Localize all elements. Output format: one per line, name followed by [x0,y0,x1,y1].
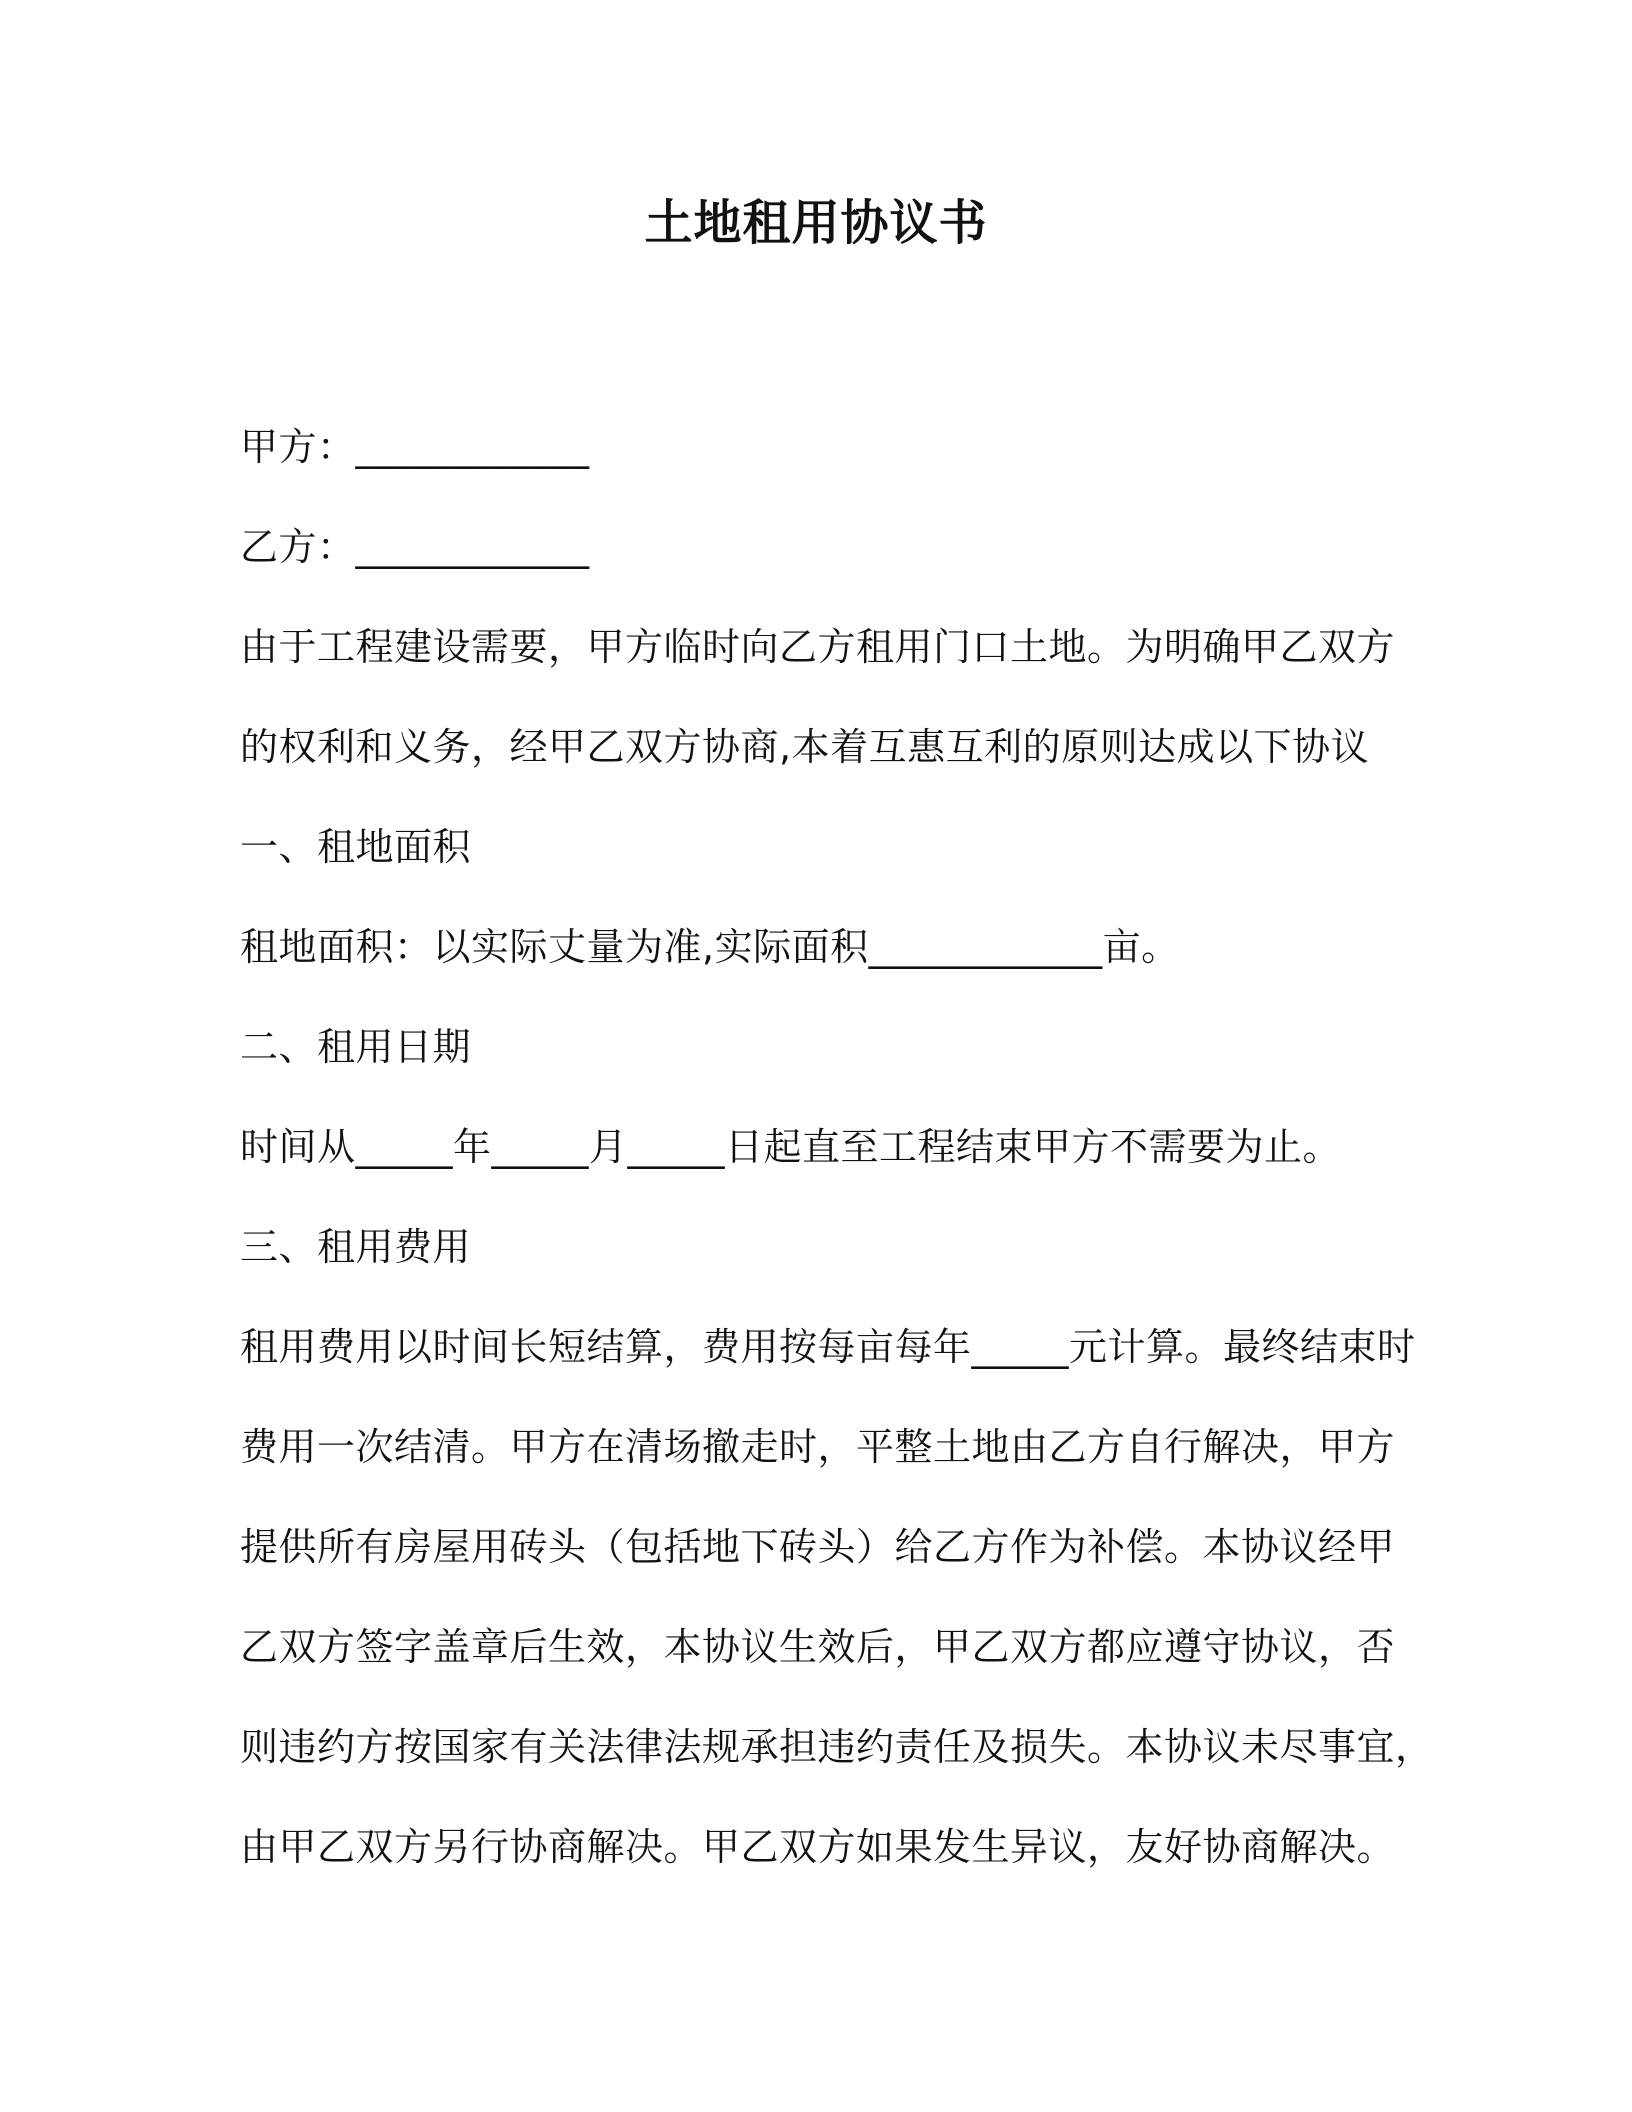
section-heading-area: 一、租地面积 [240,825,472,869]
party-b-line: 乙方：____________ [240,525,590,569]
party-a-line: 甲方：____________ [240,425,590,469]
section-heading-fee: 三、租用费用 [240,1225,472,1269]
fee-line-4: 乙双方签字盖章后生效，本协议生效后，甲乙双方都应遵守协议，否 [240,1625,1396,1669]
fee-line-6: 由甲乙双方另行协商解决。甲乙双方如果发生异议，友好协商解决。 [240,1825,1396,1869]
area-line: 租地面积：以实际丈量为准,实际面积____________亩。 [240,925,1180,969]
fee-line-3: 提供所有房屋用砖头（包括地下砖头）给乙方作为补偿。本协议经甲 [240,1525,1396,1569]
document-title: 土地租用协议书 [644,195,988,251]
fee-line-2: 费用一次结清。甲方在清场撤走时，平整土地由乙方自行解决，甲方 [240,1425,1396,1469]
section-heading-date: 二、租用日期 [240,1025,472,1069]
intro-line-1: 由于工程建设需要，甲方临时向乙方租用门口土地。为明确甲乙双方 [240,625,1396,669]
fee-line-1: 租用费用以时间长短结算，费用按每亩每年_____元计算。最终结束时 [240,1325,1416,1369]
intro-line-2: 的权利和义务，经甲乙双方协商,本着互惠互利的原则达成以下协议 [240,725,1370,769]
date-line: 时间从_____年_____月_____日起直至工程结束甲方不需要为止。 [240,1125,1342,1169]
fee-line-5: 则违约方按国家有关法律法规承担违约责任及损失。本协议未尽事宜， [240,1725,1434,1769]
